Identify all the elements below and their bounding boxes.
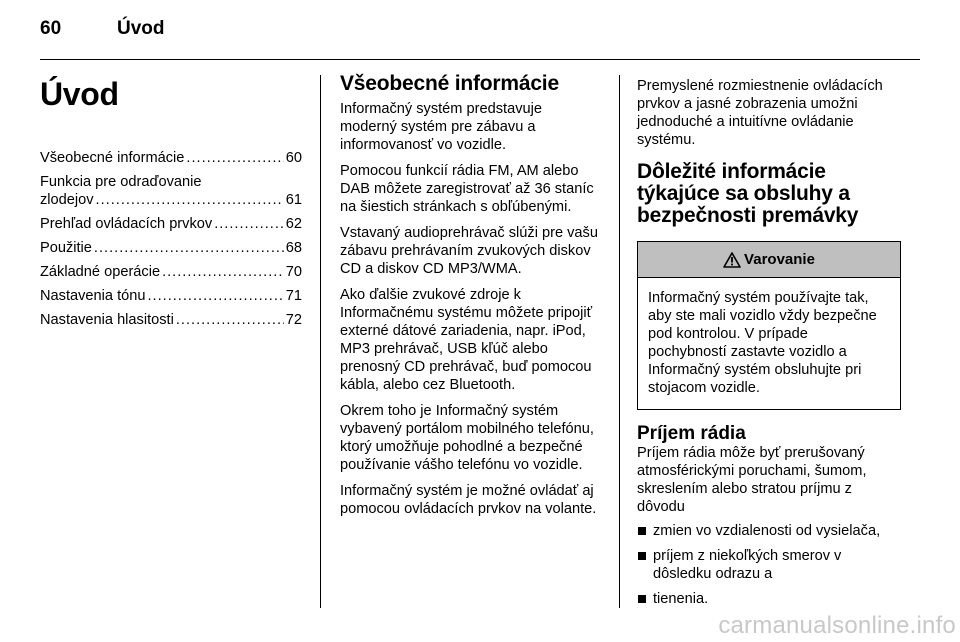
general-info-column bbox=[340, 72, 602, 526]
toc-entry[interactable] bbox=[40, 287, 302, 305]
general-paragraph: Okrem toho je Informačný systém vybavený portálom mobilného telefónu, ktorý umožňuje pohodlné a bezpečné používanie vášho telefónu vo vozidle. bbox=[340, 403, 594, 473]
reception-paragraph: Príjem rádia môže byť prerušovaný atmosférickými poruchami, šumom, skreslením alebo stratou príjmu z dôvodu bbox=[637, 445, 867, 515]
reception-heading: Príjem rádia bbox=[637, 423, 746, 444]
toc-entry-text: Funkcia pre odraďovanie bbox=[40, 174, 202, 190]
list-item bbox=[637, 522, 901, 540]
list-item bbox=[637, 547, 901, 583]
toc-entry-text: Prehľad ovládacích prvkov bbox=[40, 216, 213, 232]
warning-triangle-icon bbox=[723, 252, 741, 268]
toc-entry-text: Základné operácie bbox=[40, 264, 161, 280]
toc-leader-dots bbox=[214, 215, 284, 233]
toc-entry[interactable] bbox=[40, 239, 302, 257]
toc-leader-dots bbox=[186, 149, 283, 167]
toc-page-number: 68 bbox=[285, 240, 302, 256]
list-item-text: príjem z niekoľkých smerov v dôsledku odrazu a bbox=[653, 548, 842, 582]
toc-leader-dots bbox=[162, 263, 284, 281]
toc-page-number: 62 bbox=[285, 216, 302, 232]
toc-page-number: 70 bbox=[285, 264, 302, 280]
general-paragraph: Vstavaný audioprehrávač slúži pre vašu zábavu prehrávaním zvukových diskov CD a diskov CD MP3/WMA. bbox=[340, 225, 598, 277]
general-paragraph: Ako ďalšie zvukové zdroje k Informačnému systému môžete pripojiť externé dátové zariadenia, napr. iPod, MP3 prehrávač, USB kľúč alebo prenosný CD prehrávač, buď pomocou kábla, alebo cez Bluetooth. bbox=[340, 287, 593, 393]
header-rule bbox=[40, 59, 920, 60]
safety-heading: Dôležité informácie týkajúce sa obsluhy a bezpečnosti premávky bbox=[637, 160, 859, 227]
toc-page-number: 60 bbox=[285, 150, 302, 166]
toc-page-number: 61 bbox=[285, 192, 302, 208]
general-paragraph: Pomocou funkcií rádia FM, AM alebo DAB môžete zaregistrovať až 36 staníc na šiestich stránkach s obľúbenými. bbox=[340, 163, 594, 215]
chapter-toc-column bbox=[40, 72, 302, 335]
toc-entry-text: Použitie bbox=[40, 240, 92, 256]
toc-entry[interactable] bbox=[40, 173, 302, 209]
toc-entry[interactable] bbox=[40, 149, 302, 167]
general-paragraph: Informačný systém je možné ovládať aj pomocou ovládacích prvkov na volante. bbox=[340, 483, 597, 517]
bullet-square-icon bbox=[638, 527, 646, 535]
toc-entry[interactable] bbox=[40, 215, 302, 233]
warning-header bbox=[638, 242, 900, 278]
bullet-square-icon bbox=[638, 595, 646, 603]
page-number: 60 bbox=[40, 18, 62, 39]
warning-text: Informačný systém používajte tak, aby ste mali vozidlo vždy bezpečne pod kontrolou. V prípade pochybností zastavte vozidlo a Informačný systém obsluhujte pri stojacom vozidle. bbox=[648, 290, 877, 396]
toc-page-number: 72 bbox=[285, 312, 302, 328]
toc-leader-dots bbox=[96, 191, 284, 209]
column-divider-2 bbox=[619, 75, 620, 608]
toc-entry-text: zlodejov bbox=[40, 192, 94, 208]
safety-column bbox=[637, 77, 901, 615]
general-paragraph: Informačný systém predstavuje moderný systém pre zábavu a informovanosť vo vozidle. bbox=[340, 101, 542, 153]
page-header bbox=[40, 18, 920, 58]
list-item bbox=[637, 590, 901, 608]
general-info-heading: Všeobecné informácie bbox=[340, 72, 559, 95]
toc-entry-text: Nastavenia hlasitosti bbox=[40, 312, 174, 328]
chapter-title: Úvod bbox=[40, 76, 119, 112]
toc-entry-text: Nastavenia tónu bbox=[40, 288, 146, 304]
toc-entry[interactable] bbox=[40, 263, 302, 281]
watermark: carmanualsonline.info bbox=[718, 612, 956, 639]
chapter-toc bbox=[40, 149, 302, 329]
running-section-title: Úvod bbox=[117, 18, 165, 39]
bullet-square-icon bbox=[638, 552, 646, 560]
warning-box bbox=[637, 241, 901, 410]
column-divider-1 bbox=[320, 75, 321, 608]
toc-page-number: 71 bbox=[285, 288, 302, 304]
intro-paragraph: Premyslené rozmiestnenie ovládacích prvkov a jasné zobrazenia umožni jednoduché a intuitívne ovládanie systému. bbox=[637, 78, 883, 148]
toc-leader-dots bbox=[176, 311, 284, 329]
toc-leader-dots bbox=[147, 287, 283, 305]
list-item-text: tienenia. bbox=[653, 591, 709, 607]
warning-title: Varovanie bbox=[744, 250, 815, 268]
toc-leader-dots bbox=[94, 239, 284, 257]
reception-bullet-list bbox=[637, 522, 901, 608]
toc-entry[interactable] bbox=[40, 311, 302, 329]
list-item-text: zmien vo vzdialenosti od vysielača, bbox=[653, 523, 881, 539]
toc-entry-text: Všeobecné informácie bbox=[40, 150, 185, 166]
